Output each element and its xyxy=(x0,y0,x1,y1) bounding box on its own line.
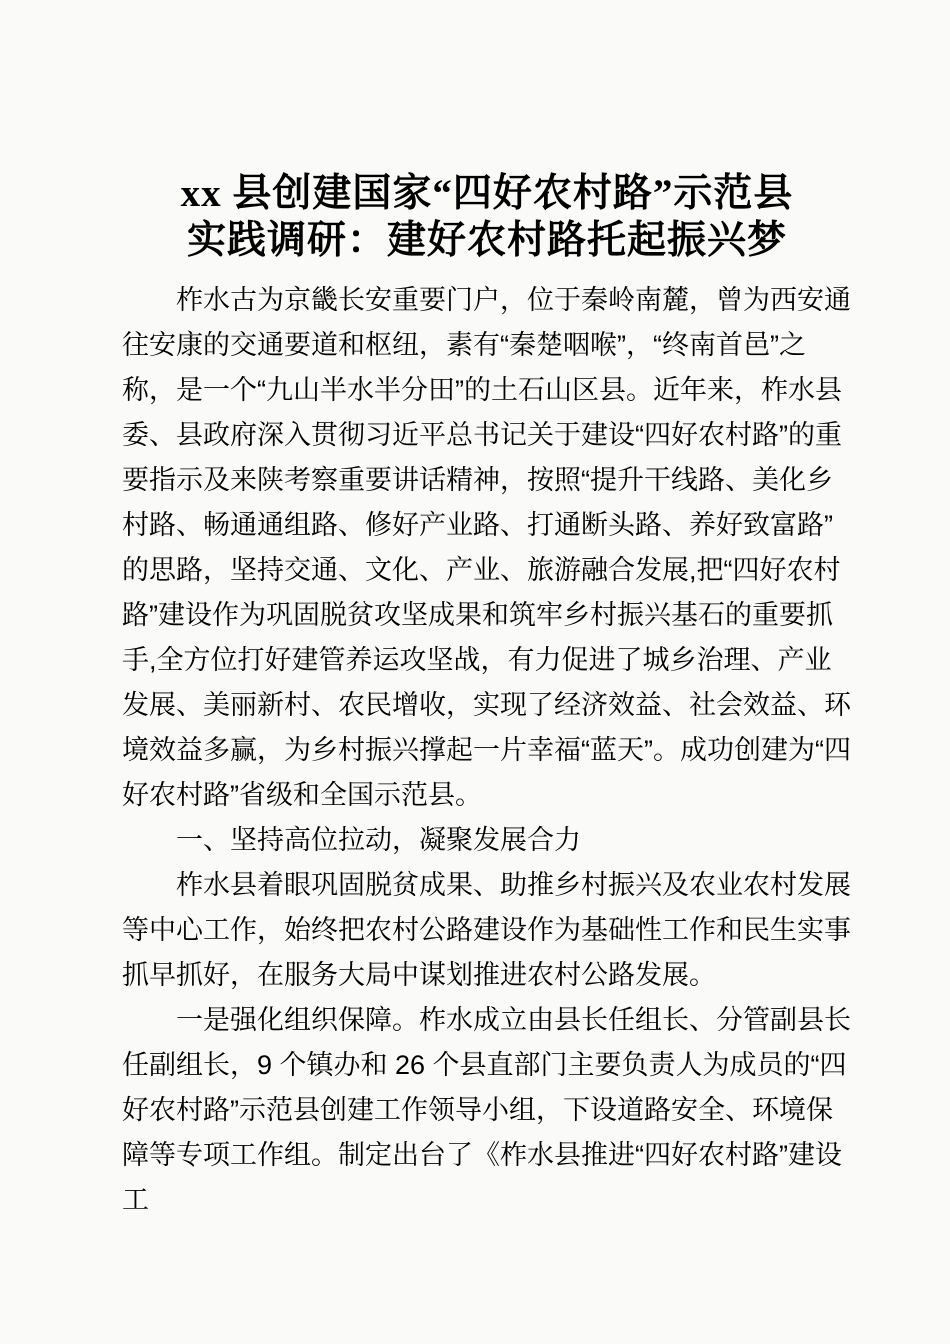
document-body xyxy=(122,278,852,1223)
title-line-2: 实践调研：建好农村路托起振兴梦 xyxy=(186,219,787,262)
paragraph: 一是强化组织保障。柞水成立由县长任组长、分管副县长任副组长，9 个镇办和 26 个县直部门主要负责人为成员的“四好农村路”示范县创建工作领导小组，下设道路安全、环境保障等专项工作组。制定出台了《柞水县推进“四好农村路”建设工 xyxy=(122,1005,851,1215)
document-title xyxy=(122,170,852,264)
section-heading: 一、坚持高位拉动，凝聚发展合力 xyxy=(176,825,581,855)
paragraph: 柞水古为京畿长安重要门户，位于秦岭南麓，曾为西安通往安康的交通要道和枢纽，素有“秦楚咽喉”，“终南首邑”之称，是一个“九山半水半分田”的土石山区县。近年来，柞水县委、县政府深入贯彻习近平总书记关于建设“四好农村路”的重要指示及来陕考察重要讲话精神，按照“提升干线路、美化乡村路、畅通通组路、修好产业路、打通断头路、养好致富路”的思路，坚持交通、文化、产业、旅游融合发展,把“四好农村路”建设作为巩固脱贫攻坚成果和筑牢乡村振兴基石的重要抓手,全方位打好建管养运攻坚战，有力促进了城乡治理、产业发展、美丽新村、农民增收，实现了经济效益、社会效益、环境效益多赢，为乡村振兴撑起一片幸福“蓝天”。成功创建为“四好农村路”省级和全国示范县。 xyxy=(122,285,851,810)
title-line-1: xx 县创建国家“四好农村路”示范县 xyxy=(180,172,794,215)
paragraph: 柞水县着眼巩固脱贫成果、助推乡村振兴及农业农村发展等中心工作，始终把农村公路建设作为基础性工作和民生实事抓早抓好，在服务大局中谋划推进农村公路发展。 xyxy=(122,870,851,990)
